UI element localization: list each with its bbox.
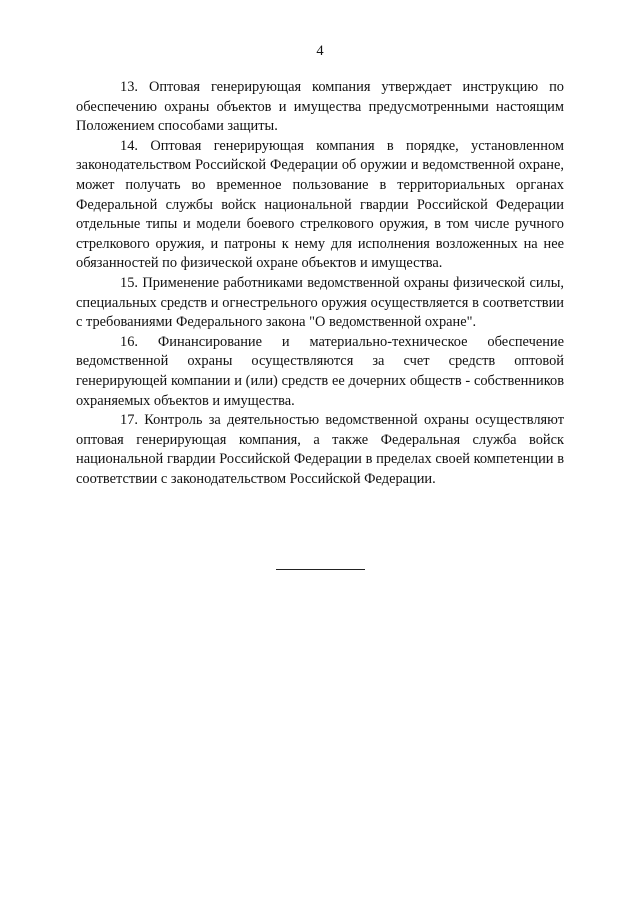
paragraph-13: 13. Оптовая генерирующая компания утверждает инструкцию по обеспечению охраны объектов и имущества предусмотренными настоящим Положением способами защиты.	[76, 79, 564, 135]
page-number: 4	[316, 43, 324, 59]
document-body	[76, 78, 564, 489]
paragraph-14: 14. Оптовая генерирующая компания в порядке, установленном законодательством Российской Федерации об оружии и ведомственной охране, может получать во временное пользование в территориальных органах Федеральной службы войск национальной гвардии Российской Федерации отдельные типы и модели боевого стрелкового оружия, в том числе ручного стрелкового оружия, и патроны к нему для исполнения возложенных на нее обязанностей по физической охране объектов и имущества.	[76, 137, 564, 272]
end-separator-line	[276, 569, 365, 570]
paragraph-17: 17. Контроль за деятельностью ведомственной охраны осуществляют оптовая генерирующая компания, а также Федеральная служба войск национальной гвардии Российской Федерации в пределах своей компетенции в соответствии с законодательством Российской Федерации.	[76, 412, 564, 487]
paragraph-15: 15. Применение работниками ведомственной охраны физической силы, специальных средств и огнестрельного оружия осуществляется в соответствии с требованиями Федерального закона "О ведомственной охране".	[76, 274, 564, 331]
paragraph-16: 16. Финансирование и материально-техническое обеспечение ведомственной охраны осуществляются за счет средств оптовой генерирующей компании и (или) средств ее дочерних обществ - собственников охраняемых объектов и имущества.	[76, 333, 564, 409]
